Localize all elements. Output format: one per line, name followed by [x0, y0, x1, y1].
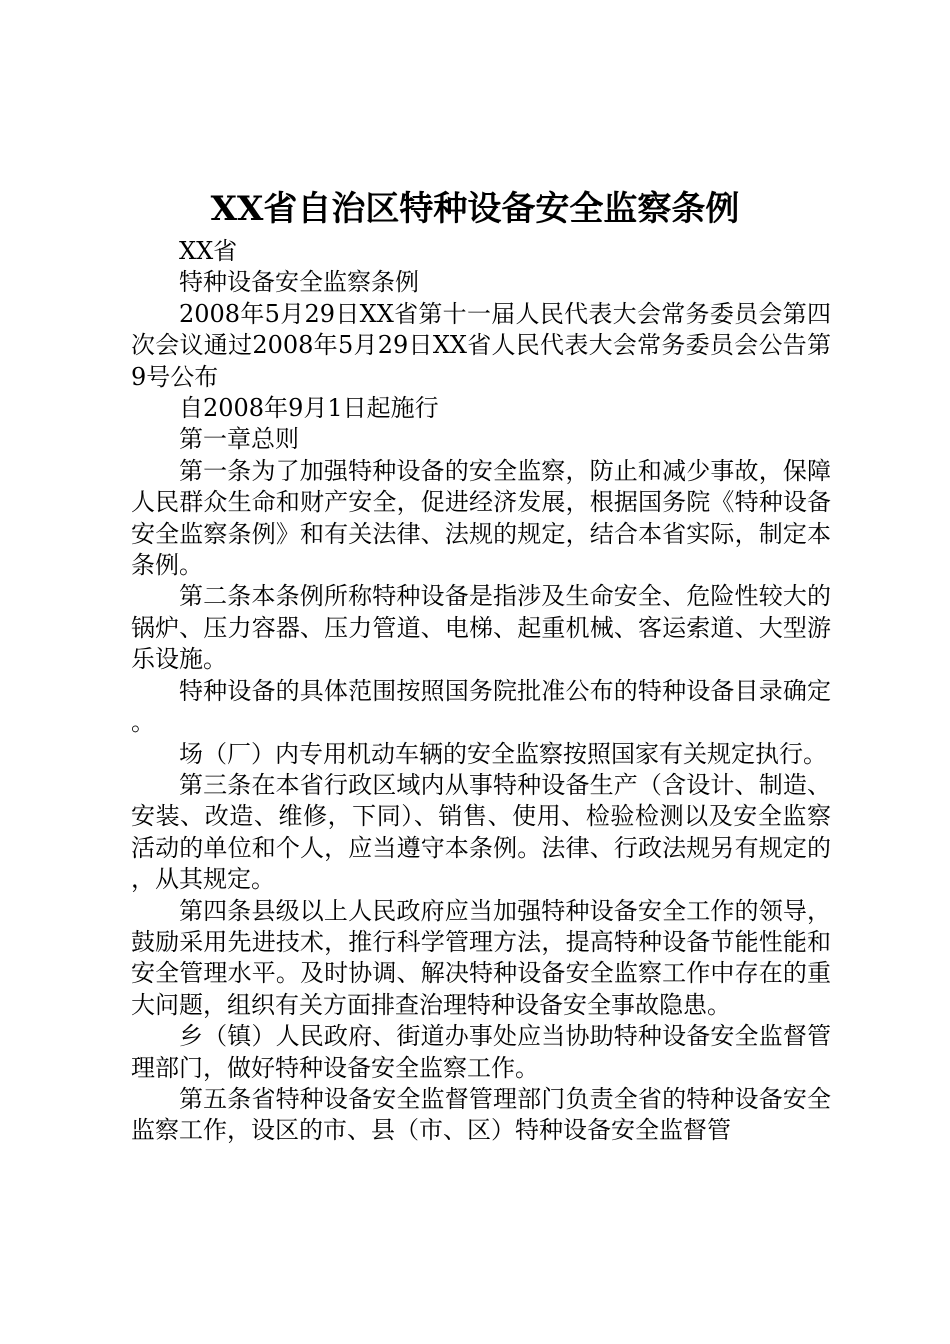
paragraph-regulation-name: 特种设备安全监察条例: [179, 268, 419, 297]
paragraph-article-5: 第五条省特种设备安全监督管理部门负责全省的特种设备安全监察工作，设区的市、县（市、区）特种设备安全监督管: [131, 1084, 831, 1145]
paragraph-article-2: 第二条本条例所称特种设备是指涉及生命安全、危险性较大的锅炉、压力容器、压力管道、电梯、起重机械、客运索道、大型游乐设施。: [131, 582, 831, 674]
paragraph-article-3: 第三条在本省行政区域内从事特种设备生产（含设计、制造、安装、改造、维修，下同）、销售、使用、检验检测以及安全监察活动的单位和个人，应当遵守本条例。法律、行政法规另有规定的，从其规定。: [131, 770, 831, 894]
paragraph-article-2-scope: 特种设备的具体范围按照国务院批准公布的特种设备目录确定。: [131, 676, 831, 737]
paragraph-article-2-vehicles: 场（厂）内专用机动车辆的安全监察按照国家有关规定执行。: [179, 739, 827, 768]
paragraph-effective-date: 自2008年9月1日起施行: [179, 394, 439, 423]
paragraph-province: XX省: [179, 237, 238, 265]
paragraph-article-4-townships: 乡（镇）人民政府、街道办事处应当协助特种设备安全监督管理部门，做好特种设备安全监察工作。: [131, 1022, 831, 1082]
paragraph-adoption-note: 2008年5月29日XX省第十一届人民代表大会常务委员会第四次会议通过2008年5月29日XX省人民代表大会常务委员会公告第9号公布: [131, 299, 831, 391]
paragraph-chapter-heading: 第一章总则: [179, 425, 299, 454]
paragraph-article-4: 第四条县级以上人民政府应当加强特种设备安全工作的领导，鼓励采用先进技术，推行科学管理方法，提高特种设备节能性能和安全管理水平。及时协调、解决特种设备安全监察工作中存在的重大问题，组织有关方面排查治理特种设备安全事故隐患。: [131, 896, 831, 1019]
paragraph-article-1: 第一条为了加强特种设备的安全监察，防止和减少事故，保障人民群众生命和财产安全，促进经济发展，根据国务院《特种设备安全监察条例》和有关法律、法规的规定，结合本省实际，制定本条例。: [131, 456, 831, 580]
document-body: [131, 236, 831, 1147]
document-title: XX省自治区特种设备安全监察条例: [210, 189, 740, 229]
